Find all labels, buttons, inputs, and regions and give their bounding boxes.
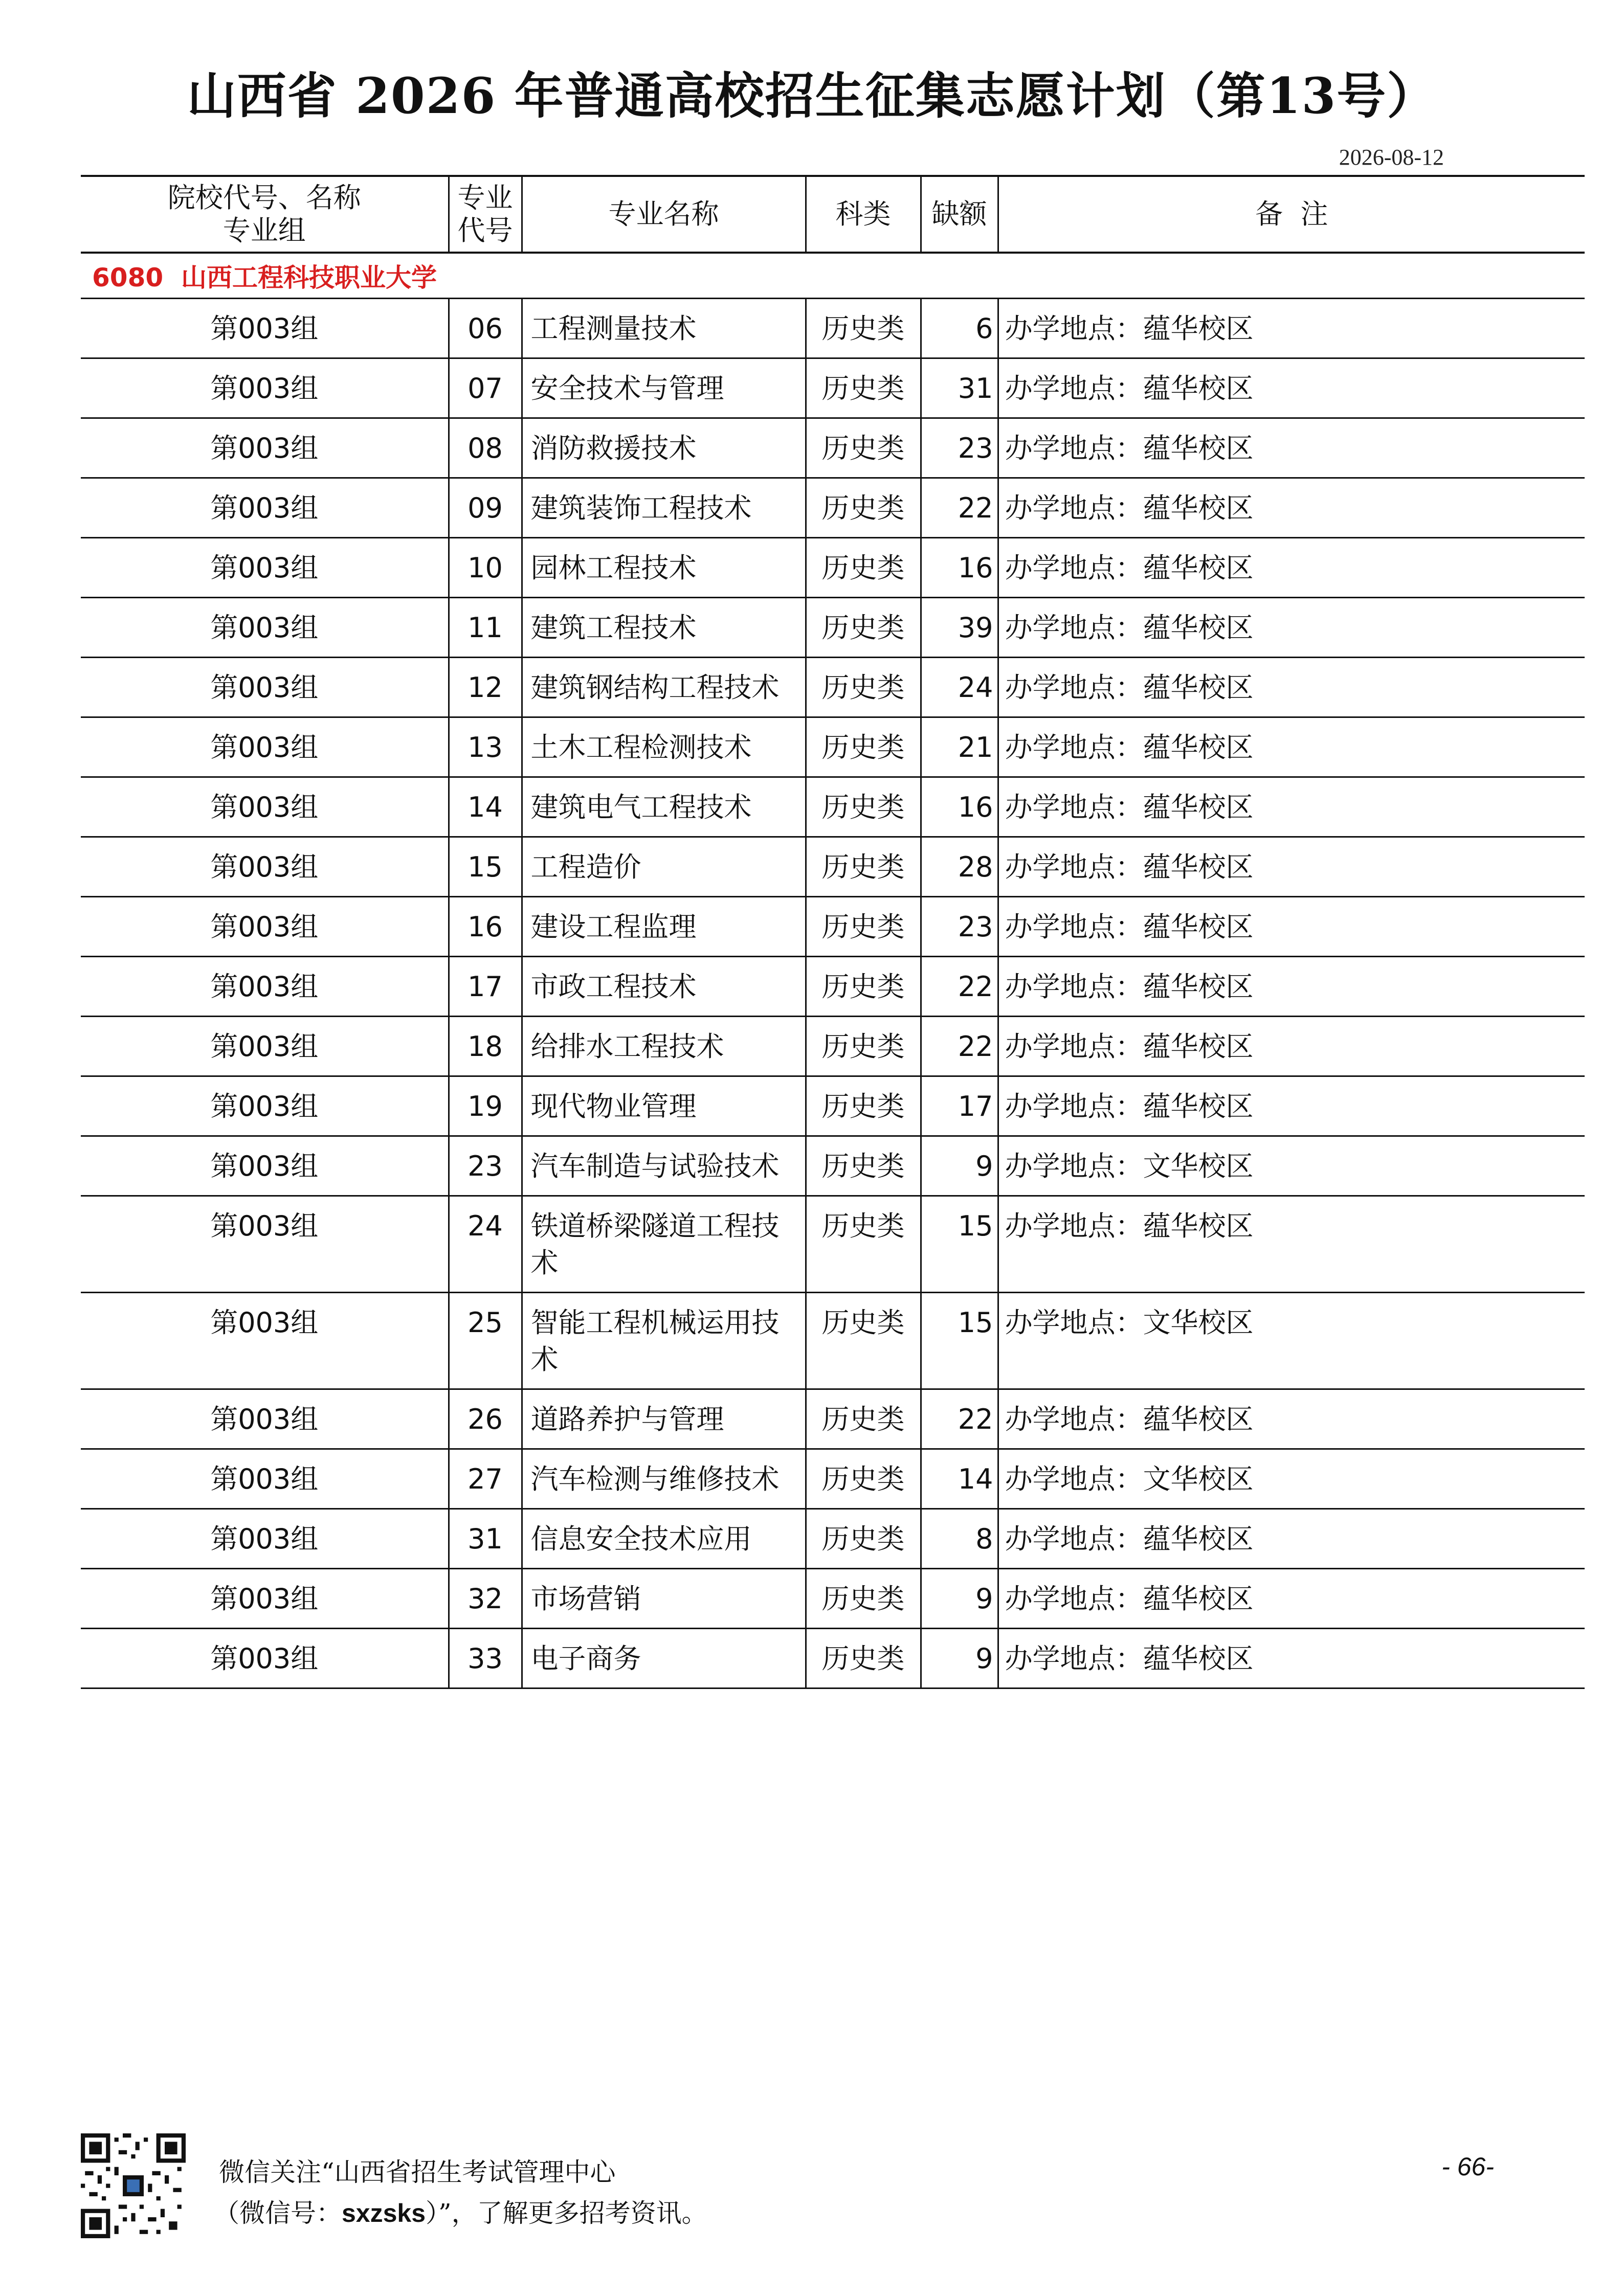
- category-cell: 历史类: [806, 1017, 921, 1076]
- note-cell: 办学地点：蕴华校区: [998, 1196, 1585, 1293]
- table-row: [81, 658, 1585, 717]
- header-quota: 缺额: [921, 176, 998, 253]
- group-cell: 第003组: [81, 478, 449, 538]
- note-cell: 办学地点：蕴华校区: [998, 1509, 1585, 1569]
- quota-cell: 24: [921, 658, 998, 717]
- quota-cell: 22: [921, 957, 998, 1017]
- group-cell: 第003组: [81, 418, 449, 478]
- note-cell: 办学地点：文华校区: [998, 1293, 1585, 1389]
- table-row: [81, 1017, 1585, 1076]
- major-name-cell: 安全技术与管理: [522, 358, 806, 418]
- table-row: [81, 1509, 1585, 1569]
- quota-cell: 22: [921, 1389, 998, 1449]
- major-name-cell: 建筑装饰工程技术: [522, 478, 806, 538]
- table-row: [81, 897, 1585, 957]
- note-cell: 办学地点：蕴华校区: [998, 897, 1585, 957]
- table-row: [81, 538, 1585, 598]
- table-row: [81, 1076, 1585, 1136]
- document-title: 山西省 2026 年普通高校招生征集志愿计划（第13号）: [187, 67, 1437, 125]
- group-cell: 第003组: [81, 658, 449, 717]
- major-code-cell: 31: [449, 1509, 522, 1569]
- table-row: [81, 1293, 1585, 1389]
- header-major-name: 专业名称: [522, 176, 806, 253]
- category-cell: 历史类: [806, 837, 921, 897]
- major-code-cell: 09: [449, 478, 522, 538]
- major-name-cell: 智能工程机械运用技术: [522, 1293, 806, 1389]
- group-cell: 第003组: [81, 538, 449, 598]
- publish-date: 2026-08-12: [1339, 145, 1444, 170]
- major-name-cell: 铁道桥梁隧道工程技术: [522, 1196, 806, 1293]
- quota-cell: 14: [921, 1449, 998, 1509]
- note-cell: 办学地点：蕴华校区: [998, 658, 1585, 717]
- note-cell: 办学地点：蕴华校区: [998, 777, 1585, 837]
- category-cell: 历史类: [806, 478, 921, 538]
- major-code-cell: 11: [449, 598, 522, 658]
- group-cell: 第003组: [81, 1076, 449, 1136]
- category-cell: 历史类: [806, 1569, 921, 1629]
- category-cell: 历史类: [806, 658, 921, 717]
- major-name-cell: 信息安全技术应用: [522, 1509, 806, 1569]
- header-category: 科类: [806, 176, 921, 253]
- quota-cell: 28: [921, 837, 998, 897]
- note-cell: 办学地点：蕴华校区: [998, 1569, 1585, 1629]
- note-cell: 办学地点：蕴华校区: [998, 598, 1585, 658]
- group-cell: 第003组: [81, 1389, 449, 1449]
- major-name-cell: 汽车检测与维修技术: [522, 1449, 806, 1509]
- major-code-cell: 12: [449, 658, 522, 717]
- quota-cell: 15: [921, 1293, 998, 1389]
- note-cell: 办学地点：蕴华校区: [998, 957, 1585, 1017]
- major-code-cell: 16: [449, 897, 522, 957]
- major-name-cell: 现代物业管理: [522, 1076, 806, 1136]
- note-cell: 办学地点：蕴华校区: [998, 837, 1585, 897]
- wechat-id-text: [214, 2193, 707, 2230]
- note-cell: 办学地点：蕴华校区: [998, 1076, 1585, 1136]
- note-cell: 办学地点：蕴华校区: [998, 299, 1585, 358]
- table-header-row: [81, 176, 1585, 253]
- table-row: [81, 299, 1585, 358]
- note-cell: 办学地点：蕴华校区: [998, 1389, 1585, 1449]
- category-cell: 历史类: [806, 1449, 921, 1509]
- quota-cell: 8: [921, 1509, 998, 1569]
- category-cell: 历史类: [806, 717, 921, 777]
- category-cell: 历史类: [806, 418, 921, 478]
- page-number: - 66-: [1441, 2152, 1494, 2181]
- quota-cell: 9: [921, 1136, 998, 1196]
- group-cell: 第003组: [81, 1293, 449, 1389]
- major-name-cell: 园林工程技术: [522, 538, 806, 598]
- group-cell: 第003组: [81, 1569, 449, 1629]
- table-row: [81, 358, 1585, 418]
- table-row: [81, 1449, 1585, 1509]
- major-name-cell: 建筑工程技术: [522, 598, 806, 658]
- category-cell: 历史类: [806, 1389, 921, 1449]
- note-cell: 办学地点：蕴华校区: [998, 538, 1585, 598]
- category-cell: 历史类: [806, 299, 921, 358]
- note-cell: 办学地点：文华校区: [998, 1449, 1585, 1509]
- quota-cell: 9: [921, 1569, 998, 1629]
- group-cell: 第003组: [81, 1629, 449, 1689]
- note-cell: 办学地点：蕴华校区: [998, 1629, 1585, 1689]
- wechat-id: sxzsks: [342, 2199, 426, 2227]
- major-code-cell: 06: [449, 299, 522, 358]
- category-cell: 历史类: [806, 897, 921, 957]
- quota-cell: 23: [921, 418, 998, 478]
- enrollment-plan-table: [81, 175, 1585, 1689]
- quota-cell: 22: [921, 478, 998, 538]
- note-cell: 办学地点：蕴华校区: [998, 478, 1585, 538]
- major-name-cell: 工程测量技术: [522, 299, 806, 358]
- group-cell: 第003组: [81, 837, 449, 897]
- table-row: [81, 1136, 1585, 1196]
- quota-cell: 21: [921, 717, 998, 777]
- college-name: 6080 山西工程科技职业大学: [81, 253, 1585, 299]
- table-row: [81, 837, 1585, 897]
- major-code-cell: 17: [449, 957, 522, 1017]
- group-cell: 第003组: [81, 1017, 449, 1076]
- table-row: [81, 1569, 1585, 1629]
- wechat-follow-text: 微信关注“山西省招生考试管理中心: [219, 2157, 616, 2187]
- major-code-cell: 23: [449, 1136, 522, 1196]
- category-cell: 历史类: [806, 1196, 921, 1293]
- quota-cell: 16: [921, 538, 998, 598]
- table-row: [81, 418, 1585, 478]
- quota-cell: 31: [921, 358, 998, 418]
- note-cell: 办学地点：蕴华校区: [998, 717, 1585, 777]
- category-cell: 历史类: [806, 598, 921, 658]
- major-name-cell: 道路养护与管理: [522, 1389, 806, 1449]
- category-cell: 历史类: [806, 358, 921, 418]
- major-name-cell: 土木工程检测技术: [522, 717, 806, 777]
- quota-cell: 6: [921, 299, 998, 358]
- header-note: 备 注: [998, 176, 1585, 253]
- major-name-cell: 电子商务: [522, 1629, 806, 1689]
- quota-cell: 39: [921, 598, 998, 658]
- category-cell: 历史类: [806, 777, 921, 837]
- table-row: [81, 1389, 1585, 1449]
- group-cell: 第003组: [81, 1449, 449, 1509]
- major-name-cell: 建筑电气工程技术: [522, 777, 806, 837]
- note-cell: 办学地点：文华校区: [998, 1136, 1585, 1196]
- quota-cell: 16: [921, 777, 998, 837]
- major-code-cell: 25: [449, 1293, 522, 1389]
- major-code-cell: 33: [449, 1629, 522, 1689]
- major-name-cell: 给排水工程技术: [522, 1017, 806, 1076]
- table-row: [81, 478, 1585, 538]
- qr-code-icon: [81, 2133, 186, 2238]
- major-code-cell: 32: [449, 1569, 522, 1629]
- major-name-cell: 汽车制造与试验技术: [522, 1136, 806, 1196]
- group-cell: 第003组: [81, 897, 449, 957]
- group-cell: 第003组: [81, 299, 449, 358]
- major-code-cell: 24: [449, 1196, 522, 1293]
- category-cell: 历史类: [806, 1076, 921, 1136]
- major-code-cell: 15: [449, 837, 522, 897]
- header-college-group: 院校代号、名称 专业组: [81, 176, 449, 253]
- major-name-cell: 工程造价: [522, 837, 806, 897]
- major-code-cell: 26: [449, 1389, 522, 1449]
- major-code-cell: 07: [449, 358, 522, 418]
- major-code-cell: 13: [449, 717, 522, 777]
- group-cell: 第003组: [81, 957, 449, 1017]
- group-cell: 第003组: [81, 777, 449, 837]
- header-major-code: 专业 代号: [449, 176, 522, 253]
- group-cell: 第003组: [81, 598, 449, 658]
- note-cell: 办学地点：蕴华校区: [998, 358, 1585, 418]
- group-cell: 第003组: [81, 1136, 449, 1196]
- major-code-cell: 18: [449, 1017, 522, 1076]
- major-name-cell: 市政工程技术: [522, 957, 806, 1017]
- quota-cell: 9: [921, 1629, 998, 1689]
- category-cell: 历史类: [806, 1509, 921, 1569]
- major-code-cell: 08: [449, 418, 522, 478]
- table-row: [81, 957, 1585, 1017]
- group-cell: 第003组: [81, 1196, 449, 1293]
- wechat-id-suffix: ）”，了解更多招考资讯。: [426, 2198, 707, 2228]
- category-cell: 历史类: [806, 1293, 921, 1389]
- major-name-cell: 市场营销: [522, 1569, 806, 1629]
- group-cell: 第003组: [81, 717, 449, 777]
- table-row: [81, 717, 1585, 777]
- college-row: [81, 253, 1585, 299]
- table-row: [81, 777, 1585, 837]
- group-cell: 第003组: [81, 1509, 449, 1569]
- group-cell: 第003组: [81, 358, 449, 418]
- major-code-cell: 27: [449, 1449, 522, 1509]
- category-cell: 历史类: [806, 538, 921, 598]
- category-cell: 历史类: [806, 1629, 921, 1689]
- table-row: [81, 1629, 1585, 1689]
- major-name-cell: 建筑钢结构工程技术: [522, 658, 806, 717]
- major-code-cell: 14: [449, 777, 522, 837]
- table-row: [81, 1196, 1585, 1293]
- major-name-cell: 建设工程监理: [522, 897, 806, 957]
- wechat-id-prefix: （微信号：: [214, 2198, 342, 2228]
- quota-cell: 22: [921, 1017, 998, 1076]
- category-cell: 历史类: [806, 1136, 921, 1196]
- major-code-cell: 19: [449, 1076, 522, 1136]
- quota-cell: 17: [921, 1076, 998, 1136]
- quota-cell: 23: [921, 897, 998, 957]
- quota-cell: 15: [921, 1196, 998, 1293]
- major-code-cell: 10: [449, 538, 522, 598]
- note-cell: 办学地点：蕴华校区: [998, 1017, 1585, 1076]
- category-cell: 历史类: [806, 957, 921, 1017]
- table-row: [81, 598, 1585, 658]
- note-cell: 办学地点：蕴华校区: [998, 418, 1585, 478]
- major-name-cell: 消防救援技术: [522, 418, 806, 478]
